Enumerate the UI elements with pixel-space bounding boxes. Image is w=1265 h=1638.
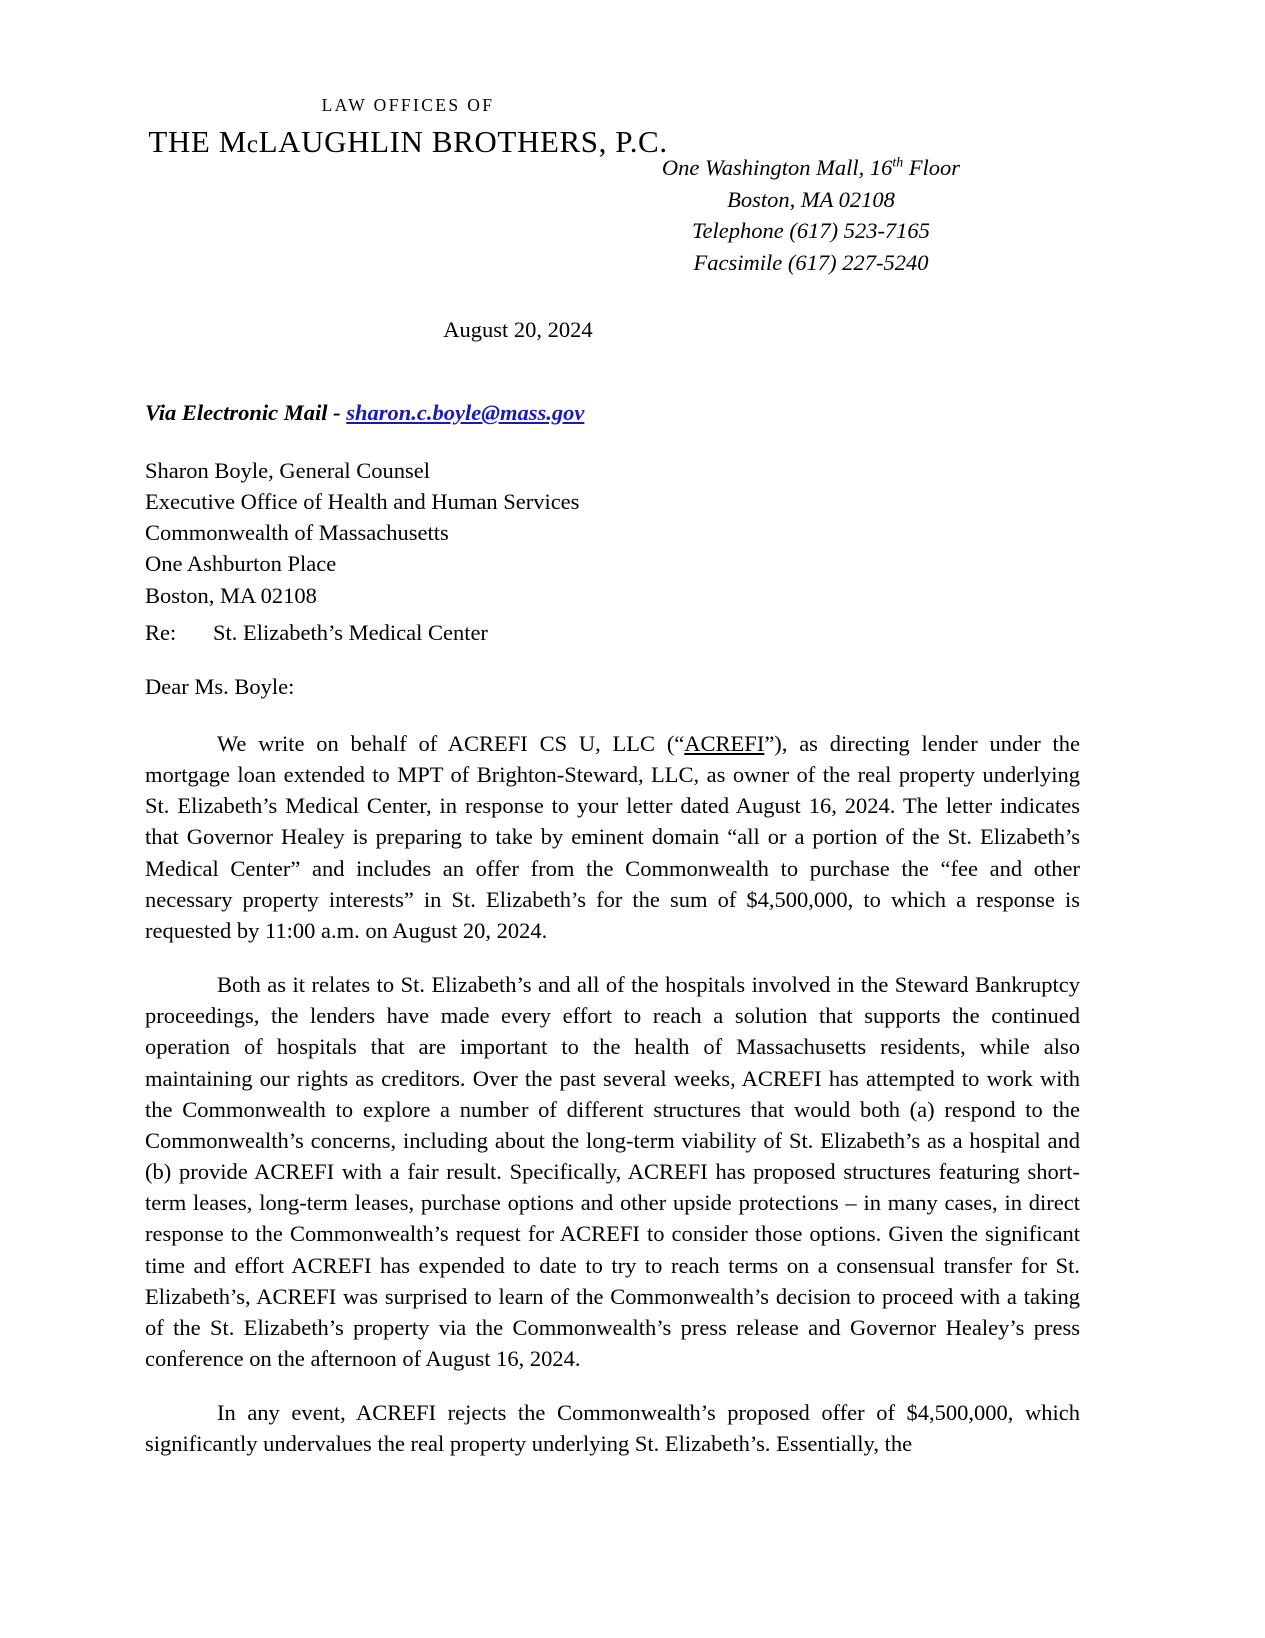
recipient-entity: Commonwealth of Massachusetts [145, 520, 449, 546]
recipient-address-block [145, 455, 579, 611]
address-street-after: Floor [903, 155, 961, 180]
address-line-facsimile: Facsimile (617) 227-5240 [693, 250, 929, 276]
firm-name-rest: LAUGHLIN BROTHERS, P.C. [258, 124, 668, 159]
address-line-telephone: Telephone (617) 523-7165 [692, 218, 930, 244]
body-paragraph-3: In any event, ACREFI rejects the Commonwealth’s proposed offer of $4,500,000, which significantly undervalues the real property underlying St. Elizabeth’s. Essentially, the [145, 1400, 1080, 1457]
paragraph-1-part-b: ”), as directing lender under the mortgage loan extended to MPT of Brighton-Steward, LLC, as owner of the real property underlying St. Elizabeth’s Medical Center, in response to your letter dated August 16, 2024. The letter indicates that Governor Healey is preparing to take by eminent domain “all or a portion of the St. Elizabeth’s Medical Center” and includes an offer from the Commonwealth to purchase the “fee and other necessary property interests” in St. Elizabeth’s for the sum of $4,500,000, to which a response is requested by 11:00 a.m. on August 20, 2024. [145, 731, 1080, 943]
firm-address-block [551, 152, 1071, 279]
firm-name-prefix: THE M [148, 124, 247, 159]
re-line [145, 620, 488, 646]
letter-date: August 20, 2024 [443, 317, 593, 342]
address-floor-ordinal: th [892, 155, 904, 171]
defined-term-acrefi: ACREFI [684, 731, 765, 756]
address-line-city: Boston, MA 02108 [727, 186, 895, 212]
delivery-method-label: Via Electronic Mail - [145, 400, 347, 425]
address-street-before: One Washington Mall, 16 [661, 155, 893, 180]
salutation: Dear Ms. Boyle: [145, 674, 295, 699]
re-label: Re: [145, 620, 177, 645]
letter-body [145, 728, 1080, 1459]
paragraph-1-part-a: We write on behalf of ACREFI CS U, LLC (“ [217, 731, 685, 756]
recipient-city-state-zip: Boston, MA 02108 [145, 582, 317, 608]
address-line-street [551, 152, 1071, 184]
firm-name-smallcap: c [246, 131, 259, 158]
body-paragraph-1 [145, 728, 1080, 946]
recipient-street: One Ashburton Place [145, 551, 337, 577]
recipient-name-title: Sharon Boyle, General Counsel [145, 458, 430, 483]
letterhead-eyebrow: LAW OFFICES OF [321, 95, 495, 115]
recipient-office: Executive Office of Health and Human Services [145, 489, 580, 515]
letter-sheet [108, 0, 1157, 1638]
re-subject: St. Elizabeth’s Medical Center [213, 620, 488, 645]
body-paragraph-2: Both as it relates to St. Elizabeth’s and all of the hospitals involved in the Steward Bankruptcy proceedings, the lenders have made every effort to reach a solution that supports the continued operation of hospitals that are important to the health of Massachusetts residents, while also maintaining our rights as creditors. Over the past several weeks, ACREFI has attempted to work with the Commonwealth to explore a number of different structures that would both (a) respond to the Commonwealth’s concerns, including about the long-term viability of St. Elizabeth’s as a hospital and (b) provide ACREFI with a fair result. Specifically, ACREFI has proposed structures featuring short-term leases, long-term leases, purchase options and other upside protections – in many cases, in direct response to the Commonwealth’s request for ACREFI to consider those options. Given the significant time and effort ACREFI has expended to date to try to reach terms on a consensual transfer for St. Elizabeth’s, ACREFI was surprised to learn of the Commonwealth’s decision to proceed with a taking of the St. Elizabeth’s property via the Commonwealth’s press release and Governor Healey’s press conference on the afternoon of August 16, 2024. [145, 972, 1080, 1371]
recipient-email-link[interactable]: sharon.c.boyle@mass.gov [346, 400, 585, 425]
delivery-method-line [145, 400, 584, 426]
